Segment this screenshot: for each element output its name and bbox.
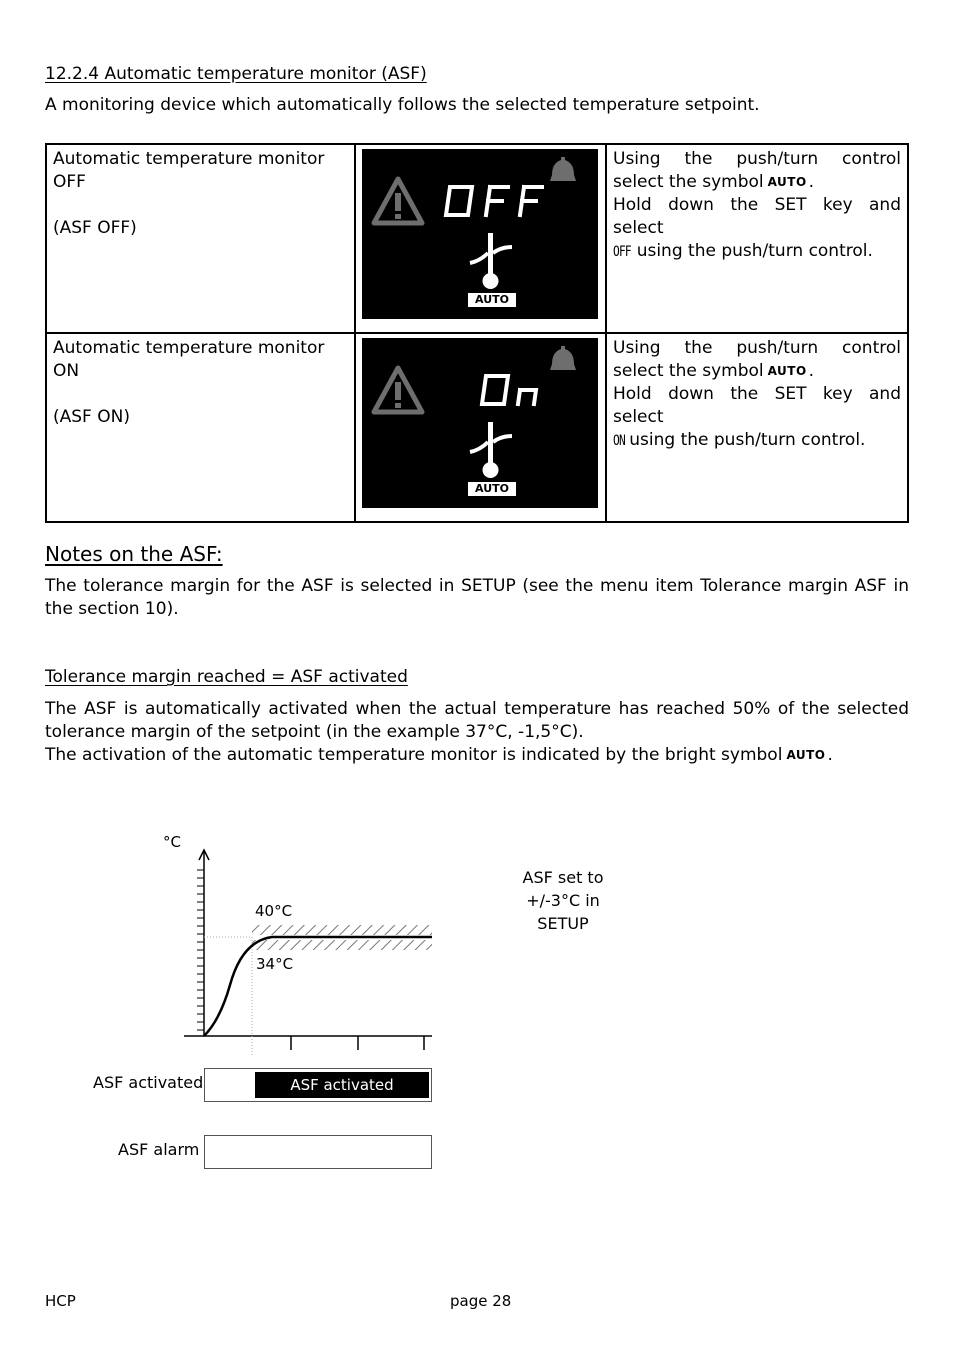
bell-icon (550, 157, 576, 181)
x-ticks (291, 1036, 424, 1050)
notes-subheading: Tolerance margin reached = ASF activated (45, 667, 408, 687)
mode-name-line1: Automatic temperature monitor (53, 149, 325, 169)
lcd-display-on (362, 338, 598, 508)
instruction-text: Using the push/turn control select the symbol (613, 338, 901, 381)
instructions-cell: Using the push/turn control select the symbol AUTO . Hold down the SET key and select ON using the push/turn control. (606, 333, 908, 522)
page-number: page 28 (450, 1292, 512, 1310)
auto-symbol: AUTO (767, 175, 807, 189)
asf-activated-row-label: ASF activated (93, 1073, 204, 1092)
note-line: ASF set to (522, 868, 604, 887)
instruction-text: Hold down the SET key and select (613, 195, 901, 238)
asf-settings-table (45, 143, 909, 523)
mode-name-cell (46, 333, 355, 522)
warning-icon (374, 368, 422, 412)
mode-name-line2: ON (53, 361, 80, 381)
upper-limit-label: 40°C (255, 902, 293, 920)
asf-activated-track (204, 1068, 432, 1102)
thermometer-icon (470, 233, 512, 289)
actual-temperature-line (204, 937, 432, 1036)
note-line: +/-3°C in (526, 891, 600, 910)
asf-activated-bar: ASF activated (255, 1072, 429, 1098)
bell-icon (550, 346, 576, 370)
asf-alarm-track (204, 1135, 432, 1169)
instruction-text: using the push/turn control. (629, 430, 866, 450)
auto-badge: AUTO (468, 293, 516, 307)
thermometer-icon (470, 422, 512, 478)
instruction-text: Hold down the SET key and select (613, 384, 901, 427)
mode-code: (ASF OFF) (53, 218, 137, 238)
footer-left: HCP (45, 1292, 76, 1310)
auto-badge: AUTO (468, 482, 516, 496)
display-cell (355, 333, 606, 522)
notes-paragraph: The activation of the automatic temperature monitor is indicated by the bright symbol AUTO . (45, 745, 833, 765)
table-row (46, 144, 908, 333)
lower-tolerance-band (252, 940, 432, 950)
note-line: SETUP (537, 914, 589, 933)
y-axis-unit: °C (163, 833, 181, 851)
notes-paragraph: The tolerance margin for the ASF is selected in SETUP (see the menu item Tolerance margin ASF in the section 10). (45, 576, 909, 619)
section-intro: A monitoring device which automatically follows the selected temperature setpoint. (45, 95, 760, 115)
lcd-display-off (362, 149, 598, 319)
section-heading: 12.2.4 Automatic temperature monitor (ASF) (45, 64, 427, 84)
auto-symbol: AUTO (767, 364, 807, 378)
notes-heading: Notes on the ASF: (45, 542, 223, 566)
notes-paragraph-text: The activation of the automatic temperature monitor is indicated by the bright symbol (45, 745, 783, 765)
y-ticks (197, 870, 204, 1030)
segment-symbol: ON (613, 433, 625, 449)
auto-symbol: AUTO (786, 748, 826, 762)
mode-name-line2: OFF (53, 172, 86, 192)
segment-text-on (482, 376, 536, 404)
lower-limit-label: 34°C (256, 955, 294, 973)
segment-text-off (446, 187, 542, 215)
instruction-text: Using the push/turn control select the symbol (613, 149, 901, 192)
temperature-curve (180, 845, 440, 1055)
display-cell (355, 144, 606, 333)
asf-alarm-row-label: ASF alarm (118, 1140, 200, 1159)
warning-icon (374, 179, 422, 223)
notes-paragraph: The ASF is automatically activated when the actual temperature has reached 50% of the selected tolerance margin of the setpoint (in the example 37°C, -1,5°C). (45, 699, 909, 742)
instruction-text: using the push/turn control. (636, 241, 873, 261)
asf-setup-note (512, 866, 614, 935)
instructions-cell: Using the push/turn control select the symbol AUTO . Hold down the SET key and select OFF using the push/turn control. (606, 144, 908, 333)
mode-name-cell (46, 144, 355, 333)
mode-name-line1: Automatic temperature monitor (53, 338, 325, 358)
upper-tolerance-band (252, 925, 432, 935)
segment-symbol: OFF (613, 244, 631, 260)
mode-code: (ASF ON) (53, 407, 130, 427)
table-row (46, 333, 908, 522)
